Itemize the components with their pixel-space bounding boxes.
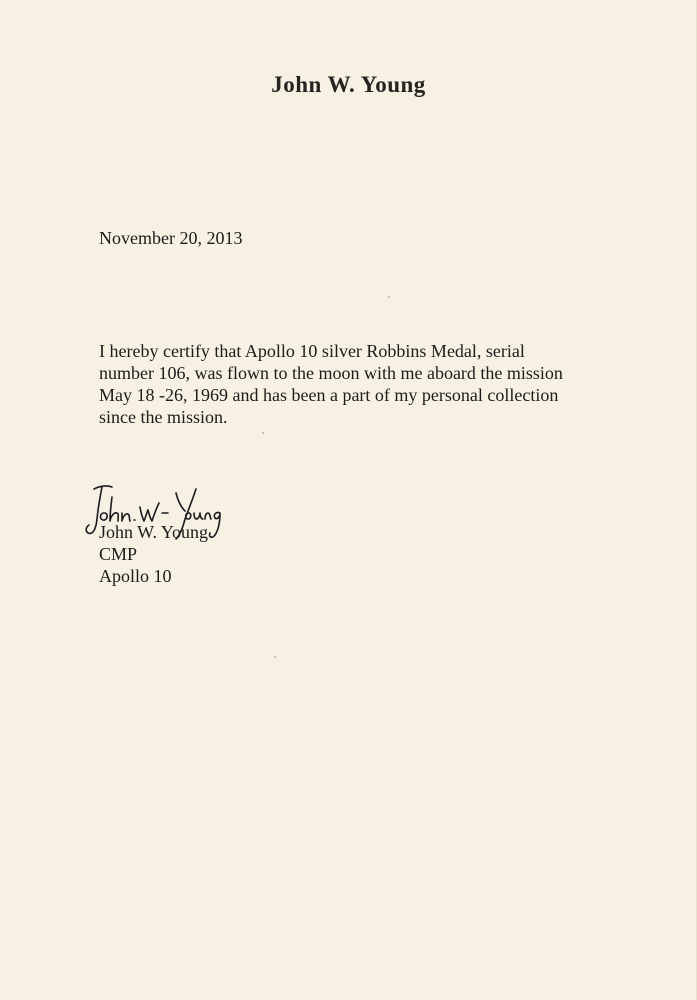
body-line: I hereby certify that Apollo 10 silver Robbins Medal, serial [99,341,525,361]
letter-date: November 20, 2013 [99,228,243,248]
signer-name: John W. Young [99,522,209,542]
body-line: since the mission. [99,407,228,427]
paper-speck [388,296,390,298]
letter-body [99,340,579,428]
paper-speck [274,656,276,658]
signer-mission: Apollo 10 [99,566,172,586]
body-line: number 106, was flown to the moon with me aboard the mission [99,363,563,383]
body-line: May 18 -26, 1969 and has been a part of my personal collection [99,385,559,405]
letterhead-name: John W. Young [271,72,426,97]
signer-title: CMP [99,544,138,564]
paper-speck [262,432,264,434]
signature-block [99,521,208,587]
